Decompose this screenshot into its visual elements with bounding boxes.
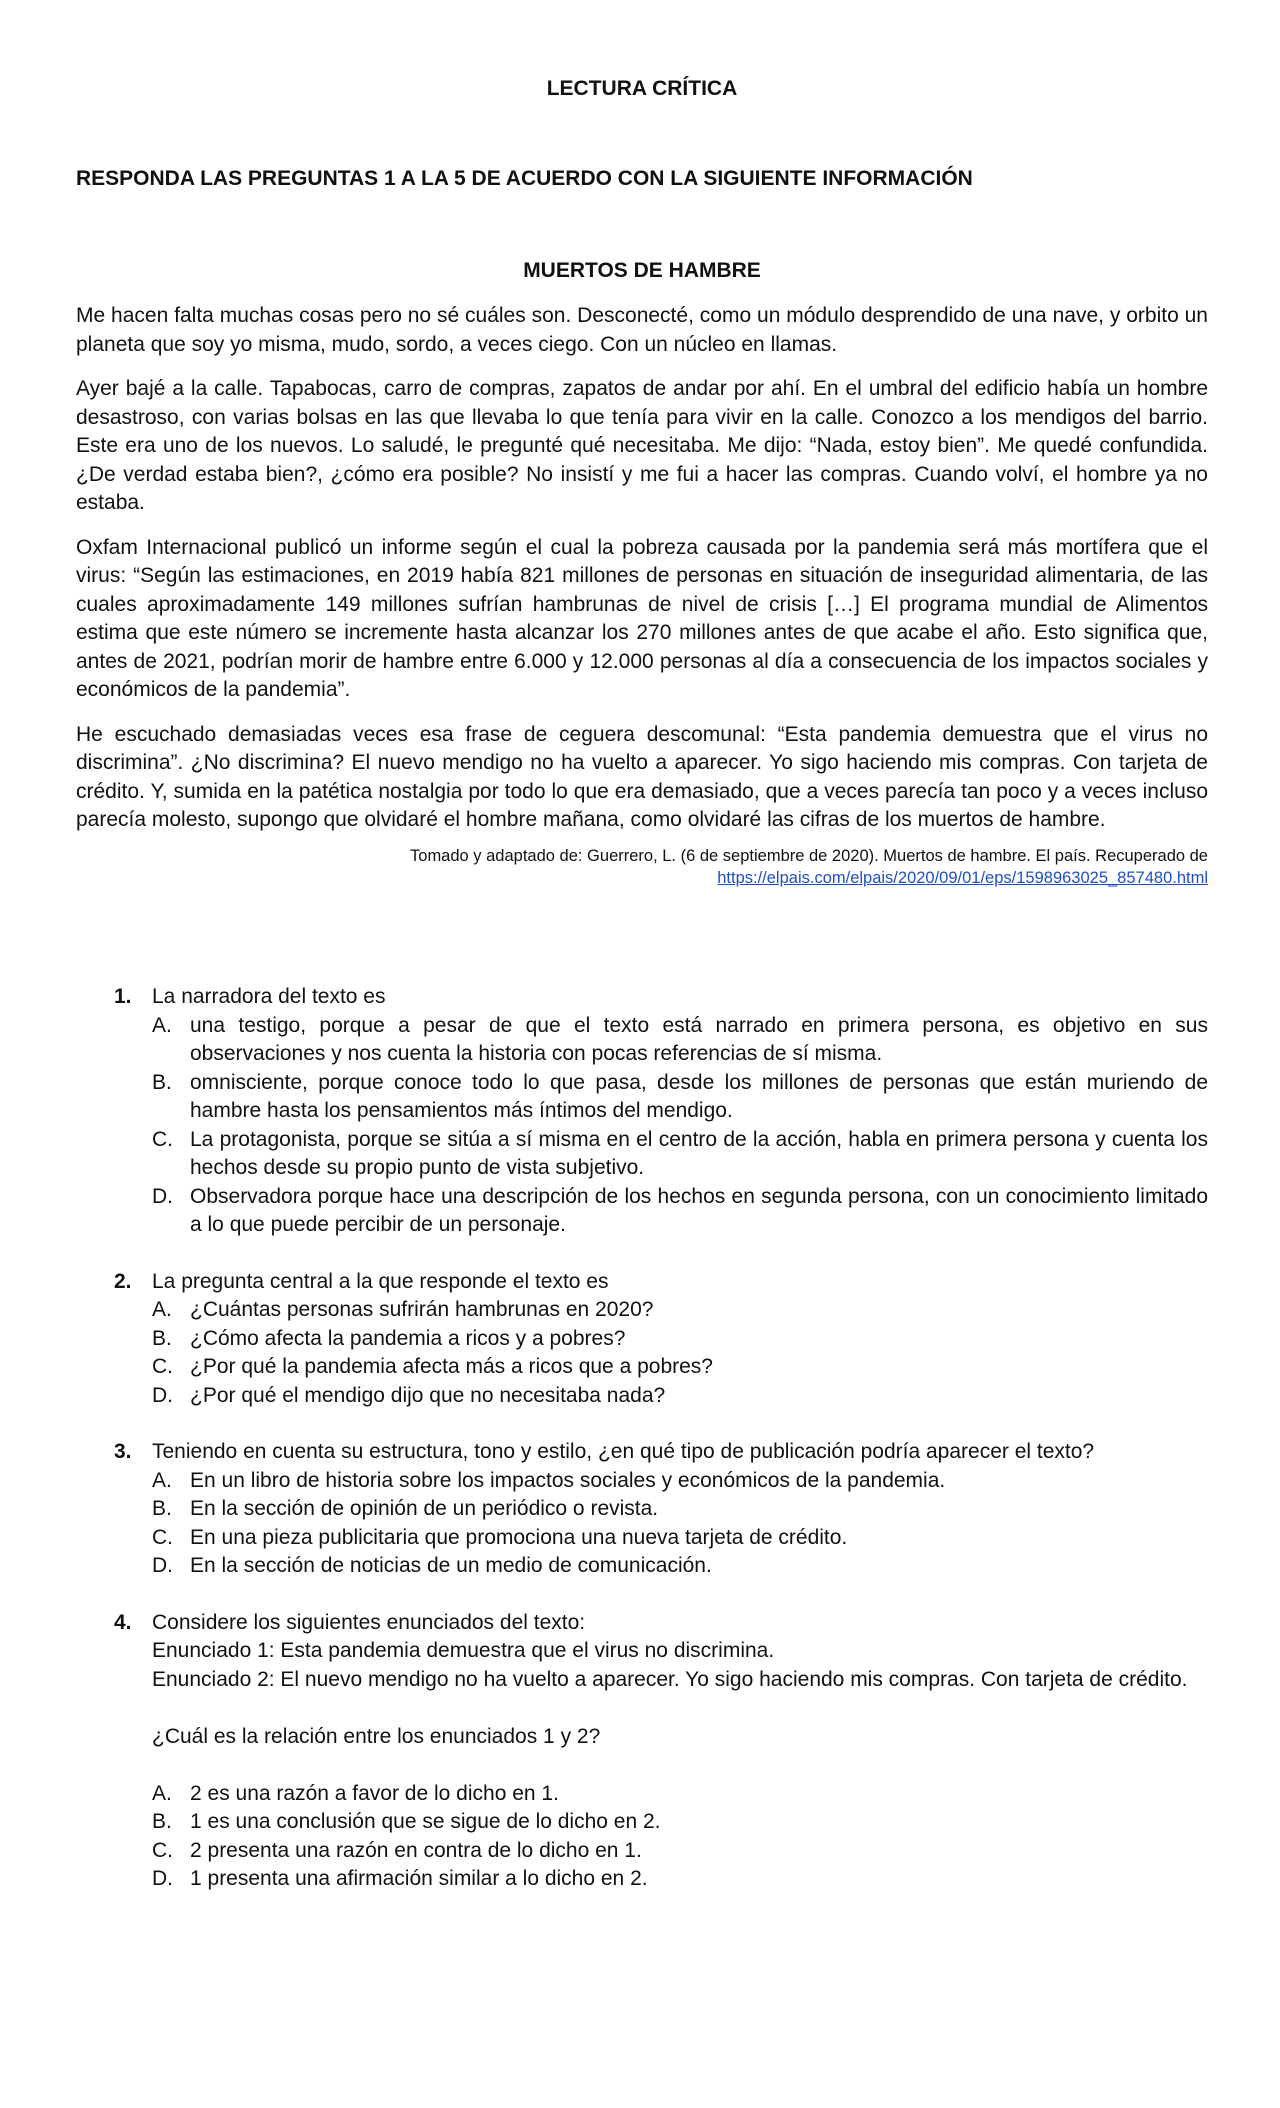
option-letter: A. bbox=[152, 1298, 172, 1321]
option-letter: C. bbox=[152, 1127, 173, 1151]
option-a[interactable] bbox=[152, 1012, 1208, 1069]
reading-paragraph: Oxfam Internacional publicó un informe según el cual la pobreza causada por la pandemia será más mortífera que el virus: “Según las estimaciones, en 2019 había 821 millones de personas en situación de inseguridad alimentaria, de las cuales aproximadamente 149 millones sufrían hambrunas de nivel de crisis […] El programa mundial de Alimentos estima que este número se incremente hasta alcanzar los 270 millones antes de que acabe el año. Esto significa que, antes de 2021, podrían morir de hambre entre 6.000 y 12.000 personas al día a consecuencia de los impactos sociales y económicos de la pandemia”. bbox=[76, 535, 1208, 701]
option-text: En la sección de noticias de un medio de comunicación. bbox=[190, 1554, 712, 1577]
option-text: 1 es una conclusión que se sigue de lo dicho en 2. bbox=[190, 1810, 661, 1833]
source-citation bbox=[76, 845, 1208, 889]
option-letter: D. bbox=[152, 1184, 173, 1208]
question-4 bbox=[114, 1609, 1208, 1894]
option-c[interactable] bbox=[152, 1837, 1208, 1866]
reading-paragraph: Me hacen falta muchas cosas pero no sé cuáles son. Desconecté, como un módulo desprendido de una nave, y orbito un planeta que soy yo misma, mudo, sordo, a veces ciego. Con un núcleo en llamas. bbox=[76, 304, 1208, 356]
option-letter: D. bbox=[152, 1554, 173, 1577]
option-text: omnisciente, porque conoce todo lo que pasa, desde los millones de personas que están muriendo de hambre hasta los pensamientos más íntimos del mendigo. bbox=[190, 1070, 1208, 1122]
question-3 bbox=[114, 1438, 1208, 1581]
option-letter: A. bbox=[152, 1468, 172, 1492]
option-c[interactable] bbox=[152, 1524, 1208, 1553]
option-text: ¿Cuántas personas sufrirán hambrunas en 2020? bbox=[190, 1298, 654, 1321]
option-text: 2 es una razón a favor de lo dicho en 1. bbox=[190, 1781, 559, 1805]
option-text: 1 presenta una afirmación similar a lo dicho en 2. bbox=[190, 1867, 648, 1890]
option-letter: B. bbox=[152, 1497, 172, 1520]
question-text: Considere los siguientes enunciados del texto: bbox=[152, 1610, 586, 1634]
question-number: 1. bbox=[114, 985, 132, 1008]
statement-2: Enunciado 2: El nuevo mendigo no ha vuelto a aparecer. Yo sigo haciendo mis compras. Con tarjeta de crédito. bbox=[152, 1667, 1188, 1691]
instructions-heading: RESPONDA LAS PREGUNTAS 1 A LA 5 DE ACUERDO CON LA SIGUIENTE INFORMACIÓN bbox=[76, 167, 973, 190]
option-letter: C. bbox=[152, 1838, 173, 1862]
option-letter: A. bbox=[152, 1781, 172, 1805]
option-d[interactable] bbox=[152, 1183, 1208, 1240]
option-text: 2 presenta una razón en contra de lo dicho en 1. bbox=[190, 1838, 642, 1862]
reading-title: MUERTOS DE HAMBRE bbox=[523, 259, 761, 282]
document-title: LECTURA CRÍTICA bbox=[546, 77, 738, 100]
spacer bbox=[152, 1694, 1208, 1723]
option-a[interactable] bbox=[152, 1467, 1208, 1496]
question-1 bbox=[114, 983, 1208, 1240]
question-number: 3. bbox=[114, 1440, 132, 1463]
option-text: La protagonista, porque se sitúa a sí misma en el centro de la acción, habla en primera persona y cuenta los hechos desde su propio punto de vista subjetivo. bbox=[190, 1127, 1208, 1179]
option-letter: C. bbox=[152, 1355, 173, 1378]
question-prompt: ¿Cuál es la relación entre los enunciados 1 y 2? bbox=[152, 1724, 601, 1748]
source-link[interactable]: https://elpais.com/elpais/2020/09/01/eps/1598963025_857480.html bbox=[717, 868, 1208, 887]
option-text: En una pieza publicitaria que promociona una nueva tarjeta de crédito. bbox=[190, 1525, 848, 1549]
option-text: Observadora porque hace una descripción de los hechos en segunda persona, con un conocimiento limitado a lo que puede percibir de un personaje. bbox=[190, 1184, 1208, 1236]
question-2 bbox=[114, 1268, 1208, 1411]
question-text: La narradora del texto es bbox=[152, 985, 386, 1008]
option-a[interactable] bbox=[152, 1780, 1208, 1809]
option-text: En la sección de opinión de un periódico o revista. bbox=[190, 1497, 659, 1520]
questions-list bbox=[114, 983, 1208, 1922]
spacer bbox=[152, 1751, 1208, 1780]
option-d[interactable] bbox=[152, 1865, 1208, 1894]
option-b[interactable] bbox=[152, 1325, 1208, 1354]
reading-paragraph: Ayer bajé a la calle. Tapabocas, carro de compras, zapatos de andar por ahí. En el umbral del edificio había un hombre desastroso, con varias bolsas en las que llevaba lo que tenía para vivir en la calle. Conozco a los mendigos del barrio. Este era uno de los nuevos. Lo saludé, le pregunté qué necesitaba. Me dijo: “Nada, estoy bien”. Me quedé confundida. ¿De verdad estaba bien?, ¿cómo era posible? No insistí y me fui a hacer las compras. Cuando volví, el hombre ya no estaba. bbox=[76, 377, 1208, 514]
option-c[interactable] bbox=[152, 1126, 1208, 1183]
option-text: En un libro de historia sobre los impactos sociales y económicos de la pandemia. bbox=[190, 1468, 946, 1492]
option-d[interactable] bbox=[152, 1552, 1208, 1581]
option-a[interactable] bbox=[152, 1296, 1208, 1325]
question-text: Teniendo en cuenta su estructura, tono y estilo, ¿en qué tipo de publicación podría aparecer el texto? bbox=[152, 1440, 1095, 1463]
question-number: 2. bbox=[114, 1269, 132, 1293]
option-b[interactable] bbox=[152, 1495, 1208, 1524]
reading-paragraph: He escuchado demasiadas veces esa frase de ceguera descomunal: “Esta pandemia demuestra que el virus no discrimina”. ¿No discrimina? El nuevo mendigo no ha vuelto a aparecer. Yo sigo haciendo mis compras. Con tarjeta de crédito. Y, sumida en la patética nostalgia por todo lo que era demasiado, que a veces parecía tan poco y a veces incluso parecía molesto, supongo que olvidaré el hombre mañana, como olvidaré las cifras de los muertos de hambre. bbox=[76, 722, 1208, 831]
option-letter: D. bbox=[152, 1383, 173, 1407]
option-letter: B. bbox=[152, 1810, 172, 1833]
option-b[interactable] bbox=[152, 1069, 1208, 1126]
option-b[interactable] bbox=[152, 1808, 1208, 1837]
statement-1: Enunciado 1: Esta pandemia demuestra que el virus no discrimina. bbox=[152, 1639, 775, 1662]
option-c[interactable] bbox=[152, 1353, 1208, 1382]
option-letter: B. bbox=[152, 1070, 172, 1094]
option-text: ¿Cómo afecta la pandemia a ricos y a pobres? bbox=[190, 1326, 626, 1350]
option-text: ¿Por qué la pandemia afecta más a ricos que a pobres? bbox=[190, 1355, 713, 1378]
citation-text: Tomado y adaptado de: Guerrero, L. (6 de septiembre de 2020). Muertos de hambre. El país. Recuperado de bbox=[410, 846, 1208, 865]
reading-passage bbox=[76, 302, 1208, 889]
option-letter: D. bbox=[152, 1867, 173, 1890]
option-letter: A. bbox=[152, 1013, 172, 1037]
question-number: 4. bbox=[114, 1610, 132, 1634]
option-letter: B. bbox=[152, 1326, 172, 1350]
option-text: una testigo, porque a pesar de que el texto está narrado en primera persona, es objetivo en sus observaciones y nos cuenta la historia con pocas referencias de sí misma. bbox=[190, 1013, 1208, 1065]
option-d[interactable] bbox=[152, 1382, 1208, 1411]
option-text: ¿Por qué el mendigo dijo que no necesitaba nada? bbox=[190, 1383, 666, 1407]
question-text: La pregunta central a la que responde el texto es bbox=[152, 1269, 609, 1293]
option-letter: C. bbox=[152, 1525, 173, 1549]
